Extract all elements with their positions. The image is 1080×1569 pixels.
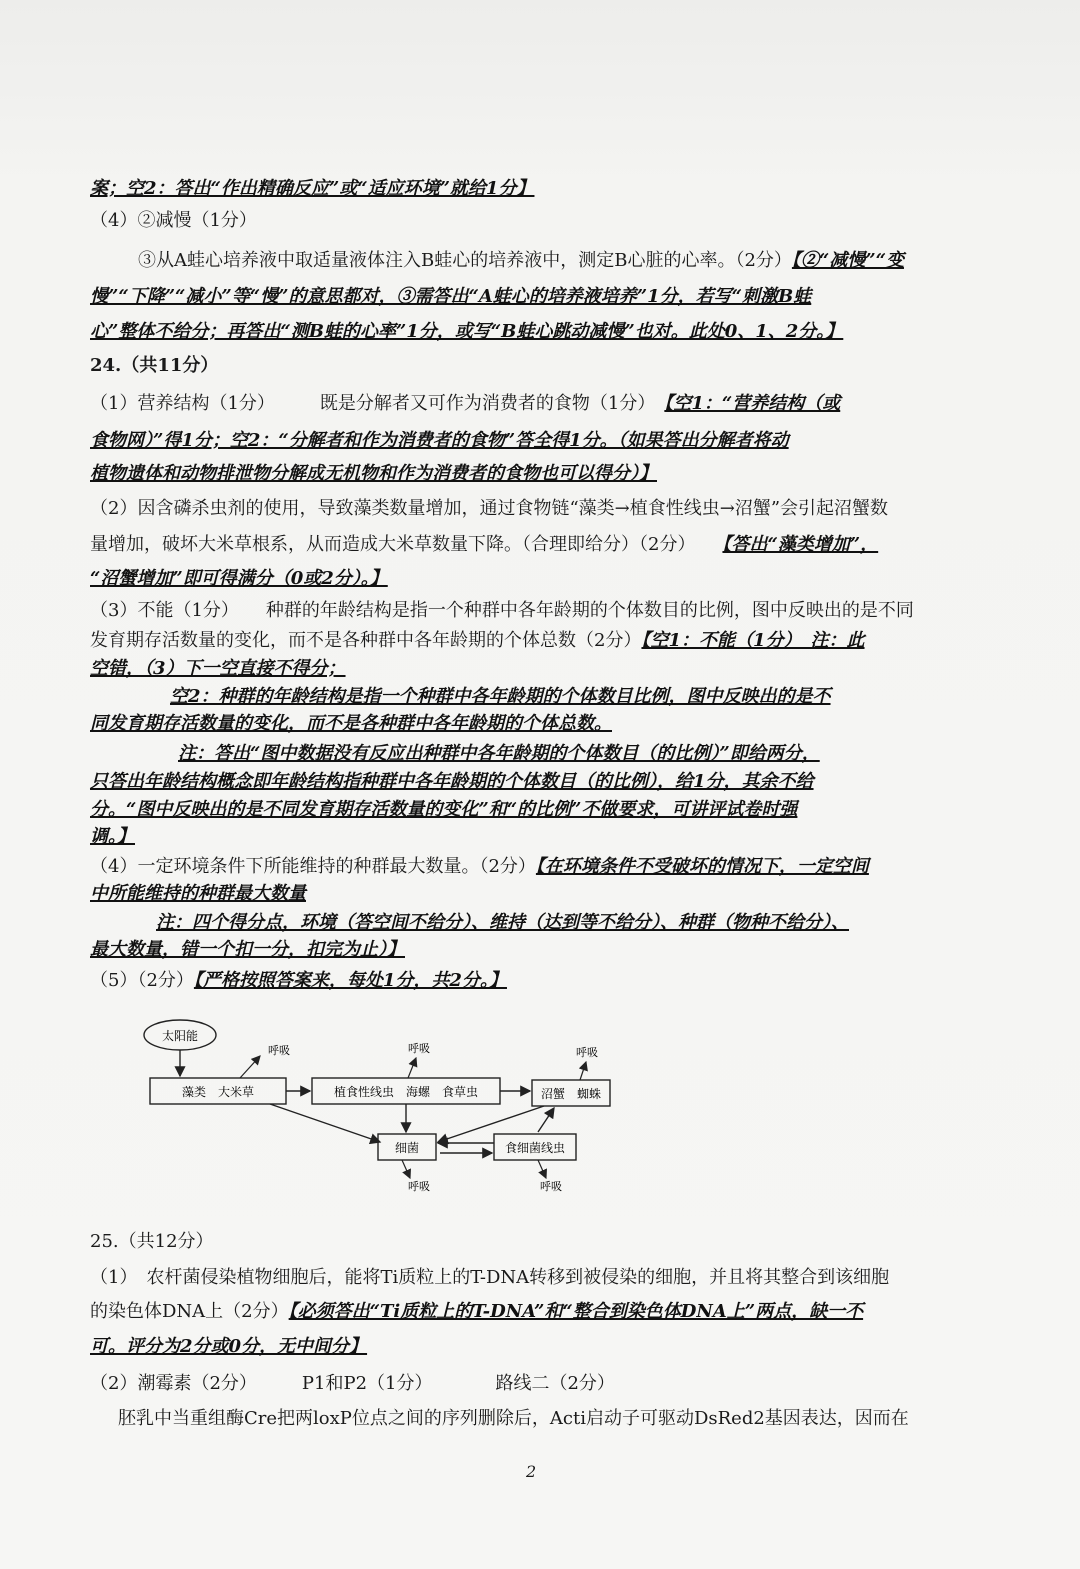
answer-line: 慢”“下降”“减小”等“慢”的意思都对，③需答出“A蛙心的培养液培养”1分，若写“刺激B蛙 — [90, 286, 812, 307]
respiration-label: 呼吸 — [268, 1044, 290, 1057]
text-line: （3）不能（1分） 种群的年龄结构是指一个种群中各年龄期的个体数目的比例，图中反映出的是不同 — [90, 600, 914, 621]
sun-label: 太阳能 — [161, 1029, 199, 1043]
arrow — [538, 1108, 554, 1132]
respiration-label: 呼吸 — [408, 1180, 430, 1193]
answer-line: 空错，（3）下一空直接不得分； — [90, 658, 346, 679]
text-line: 量增加，破坏大米草根系，从而造成大米草数量下降。（合理即给分）（2分） 【答出“藻类增加”， — [90, 534, 879, 555]
food-web-diagram — [140, 1018, 630, 1198]
answer-line: 注：答出“图中数据没有反应出种群中各年龄期的个体数目（的比例）”即给两分， — [178, 743, 820, 764]
bacteria-label: 细菌 — [394, 1141, 420, 1155]
text-line: 的染色体DNA上（2分）【必须答出“Ti质粒上的T-DNA”和“整合到染色体DNA上”两点，缺一不 — [90, 1301, 864, 1322]
answer-line: 植物遗体和动物排泄物分解成无机物和作为消费者的食物也可以得分）】 — [90, 463, 657, 484]
text-line: （1）营养结构（1分） 既是分解者又可作为消费者的食物（1分） 【空1：“营养结构（或 — [90, 393, 841, 414]
text-line: （4）一定环境条件下所能维持的种群最大数量。（2分）【在环境条件不受破坏的情况下，一定空间 — [90, 856, 869, 877]
page-number: 2 — [526, 1462, 537, 1481]
text-line: 胚乳中当重组酶Cre把两loxP位点之间的序列删除后，Acti启动子可驱动DsRed2基因表达，因而在 — [118, 1408, 909, 1429]
answer-line: 空2：种群的年龄结构是指一个种群中各年龄期的个体数目比例，图中反映出的是不 — [170, 686, 831, 707]
answer-line: 可。评分为2分或0分，无中间分】 — [90, 1336, 368, 1357]
answer-line: 注：四个得分点，环境（答空间不给分）、维持（达到等不给分）、种群（物种不给分）、 — [156, 912, 849, 933]
answer-line: 只答出年龄结构概念即年龄结构指种群中各年龄期的个体数目（的比例），给1分，其余不给 — [90, 771, 814, 792]
text-line: 发育期存活数量的变化，而不是各种群中各年龄期的个体总数（2分）【空1：不能（1分） 注：此 — [90, 630, 865, 651]
question-heading: 24.（共11分） — [90, 355, 219, 376]
producers-label: 藻类 大米草 — [181, 1085, 255, 1099]
text-line: （2）因含磷杀虫剂的使用，导致藻类数量增加，通过食物链“藻类→植食性线虫→沼蟹”会引起沼蟹数 — [90, 498, 889, 519]
text-line: ③从A蛙心培养液中取适量液体注入B蛙心的培养液中，测定B心脏的心率。（2分）【②“减慢”“变 — [138, 250, 904, 271]
consumers2-label: 沼蟹 蜘蛛 — [540, 1087, 602, 1101]
answer-line: 最大数量，错一个扣一分，扣完为止）】 — [90, 939, 405, 960]
text-line: （5）（2分）【严格按照答案来，每处1分，共2分。】 — [90, 970, 507, 991]
respiration-label: 呼吸 — [408, 1042, 430, 1055]
answer-line: “沼蟹增加”即可得满分（0或2分）。】 — [90, 568, 388, 589]
answer-line: 案；空2：答出“作出精确反应”或“适应环境”就给1分】 — [90, 178, 535, 199]
answer-line: 分。“图中反映出的是不同发育期存活数量的变化”和“的比例”不做要求，可讲评试卷时强 — [90, 799, 798, 820]
arrow — [240, 1056, 260, 1078]
nematode-label: 食细菌线虫 — [504, 1141, 566, 1155]
answer-line: 调。】 — [90, 826, 135, 847]
arrow — [438, 1106, 544, 1142]
text-line: （4）②减慢（1分） — [90, 210, 257, 231]
answer-line: 食物网）”得1分；空2：“分解者和作为消费者的食物”答全得1分。（如果答出分解者将动 — [90, 430, 789, 451]
respiration-label: 呼吸 — [540, 1180, 562, 1193]
answer-line: 心”整体不给分；再答出“测B蛙的心率”1分，或写“B蛙心跳动减慢”也对。此处0、1、2分。】 — [90, 321, 844, 342]
question-heading: 25.（共12分） — [90, 1231, 214, 1252]
text-line: （1） 农杆菌侵染植物细胞后，能将Ti质粒上的T-DNA转移到被侵染的细胞，并且将其整合到该细胞 — [90, 1267, 890, 1288]
answer-line: 中所能维持的种群最大数量 — [90, 883, 306, 904]
arrow — [270, 1104, 380, 1142]
arrow — [580, 1062, 586, 1080]
text-line: （2）潮霉素（2分） P1和P2（1分） 路线二（2分） — [90, 1373, 615, 1394]
arrow — [408, 1058, 416, 1078]
consumers1-label: 植食性线虫 海螺 食草虫 — [333, 1085, 479, 1099]
arrow — [538, 1160, 546, 1178]
answer-line: 同发育期存活数量的变化，而不是各种群中各年龄期的个体总数。 — [90, 713, 612, 734]
respiration-label: 呼吸 — [576, 1046, 598, 1059]
arrow — [402, 1160, 410, 1178]
